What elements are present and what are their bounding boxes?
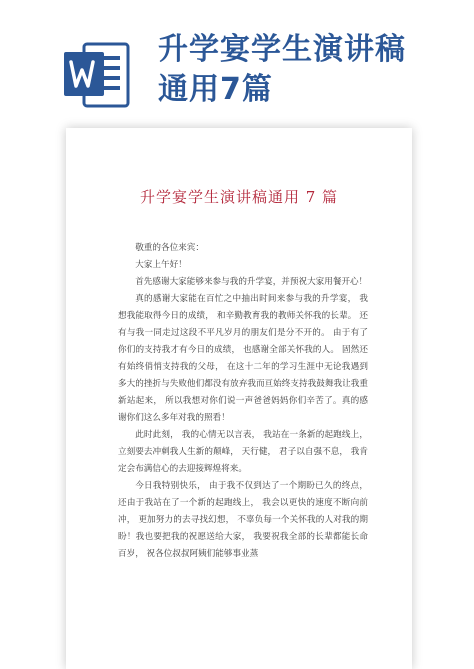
document-page bbox=[66, 128, 412, 669]
word-document-icon bbox=[62, 38, 132, 112]
body-paragraph: 首先感谢大家能够来参与我的升学宴，并预祝大家用餐开心！ bbox=[135, 277, 368, 287]
greeting: 大家上午好！ bbox=[135, 260, 187, 270]
body-paragraph: 此时此刻， 我的心情无以言表， 我站在一条新的起跑线上， 立刻要去冲刺我人生新的颠峰， 天行健， 君子以自强不息， 我肯定会布满信心的去迎接辉煌将来。 bbox=[118, 430, 368, 474]
body-paragraph: 今日我特别快乐， 由于我不仅到达了一个期盼已久的终点， 还由于我站在了一个新的起跑线上， 我会以更快的速度不断向前冲， 更加努力的去寻找幻想， 不辜负每一个关怀我的人对我的期盼！我也要把我的祝愿送给大家， 我要祝我全部的长辈都能长命百岁， 祝各位叔叔阿姨们能够事业蒸 bbox=[118, 481, 368, 559]
header-title-line-2: 通用7篇 bbox=[158, 72, 273, 107]
header-title bbox=[158, 30, 458, 110]
header-title-line-1: 升学宴学生演讲稿 bbox=[158, 32, 406, 67]
document-title: 升学宴学生演讲稿通用 7 篇 bbox=[139, 188, 339, 206]
salutation: 敬重的各位来宾： bbox=[135, 243, 204, 253]
document-body bbox=[118, 240, 368, 563]
body-paragraph: 真的感谢大家能在百忙之中抽出时间来参与我的升学宴， 我想我能取得今日的成绩， 和辛勤教育我的教师关怀我的长辈。 还有与我一同走过这段不平凡岁月的朋友们是分不开的。 由于有了你们的支持我才有今日的成绩， 也感谢全部关怀我的人。 固然还有始终俏悄支持我的父母， 在这十二年的学习生涯中无论我遇到多大的挫折与失败他们都没有放弃我而亘始终支持我鼓舞我让我重新站起来， 所以我想对你们说一声爸爸妈妈你们辛苦了。真的感谢你们这么多年对我的照看！ bbox=[118, 294, 368, 423]
